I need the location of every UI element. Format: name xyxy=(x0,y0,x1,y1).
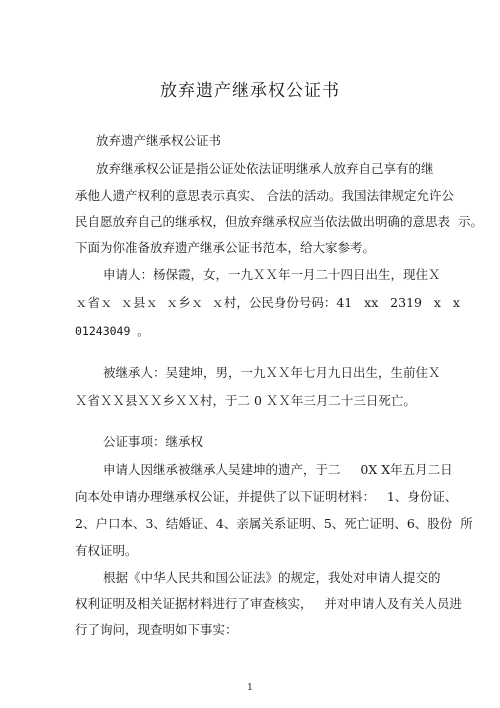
intro-line: 承他人遗产权利的意思表示真实、 合法的活动。我国法律规定允许公 xyxy=(75,188,454,203)
application-line: 申请人因继承被继承人吴建坤的遗产，于二 0X X年五月二日 xyxy=(103,462,453,477)
document-title: 放弃遗产继承权公证书 xyxy=(160,81,340,101)
application-line: 有权证明。 xyxy=(75,543,138,558)
page-number: 1 xyxy=(247,683,253,693)
application-line: 2、户口本、3、结婚证、4、亲属关系证明、5、死亡证明、6、股份 所 xyxy=(75,516,473,531)
document-subtitle: 放弃遗产继承权公证书 xyxy=(96,133,222,148)
decedent-line: Ｘ省ＸＸ县ＸＸ乡ＸＸ村，于二 0 ＸＸ年三月二十三日死亡。 xyxy=(75,393,416,408)
matter-line: 公证事项：继承权 xyxy=(103,434,204,449)
applicant-line: ｘ省ｘ ｘ县ｘ ｘ乡ｘ ｘ村，公民身份号码：41 xx 2319 x x xyxy=(75,295,460,310)
intro-line: 放弃继承权公证是指公证处依法证明继承人放弃自己享有的继 xyxy=(96,161,434,176)
applicant-line: 申请人：杨保霞，女，一九ＸＸ年一月二十四日出生，现住Ｘ xyxy=(103,267,441,282)
intro-line: 下面为你准备放弃遗产继承公证书范本，给大家参考。 xyxy=(75,240,376,255)
verification-line: 行了询问，现查明如下事实： xyxy=(75,622,238,637)
applicant-line: 01243049 。 xyxy=(75,324,149,338)
application-line: 向本处申请办理继承权公证，并提供了以下证明材料： 1、身份证、 xyxy=(75,489,458,504)
decedent-line: 被继承人：吴建坤，男，一九ＸＸ年七月九日出生，生前住Ｘ xyxy=(103,365,441,380)
verification-line: 根据《中华人民共和国公证法》的规定，我处对申请人提交的 xyxy=(103,570,441,585)
verification-line: 权利证明及相关证据材料进行了审查核实， 并对申请人及有关人员进 xyxy=(75,596,462,611)
intro-line: 民自愿放弃自己的继承权，但放弃继承权应当依法做出明确的意思表 示。 xyxy=(75,214,483,229)
